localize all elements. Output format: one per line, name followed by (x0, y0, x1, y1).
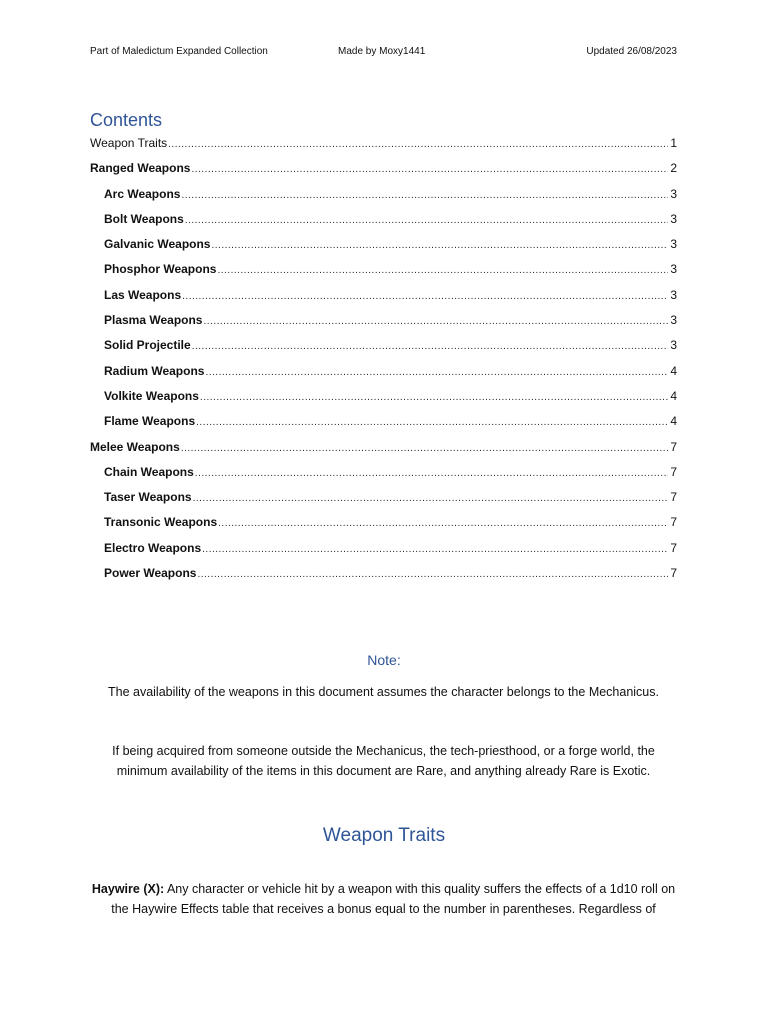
note-title: Note: (367, 652, 401, 668)
toc-entry-page: 7 (670, 540, 677, 555)
toc-entry[interactable] (90, 187, 677, 212)
toc-dot-leader (181, 443, 669, 454)
toc-dot-leader (203, 316, 668, 327)
toc-entry-label: Arc Weapons (104, 186, 181, 201)
toc-dot-leader (195, 468, 669, 479)
toc-dot-leader (191, 164, 668, 175)
toc-entry-label: Solid Projectile (104, 338, 191, 353)
toc-entry-page: 3 (670, 262, 677, 277)
toc-entry-label: Electro Weapons (104, 540, 202, 555)
toc-entry-page: 7 (670, 566, 677, 581)
toc-entry-label: Ranged Weapons (90, 161, 191, 176)
toc-dot-leader (193, 493, 669, 504)
weapon-traits-heading: Weapon Traits (322, 825, 446, 846)
toc-entry-label: Taser Weapons (104, 490, 192, 505)
toc-dot-leader (181, 190, 668, 201)
toc-entry-page: 3 (670, 237, 677, 252)
haywire-description: Any character or vehicle hit by a weapon with this quality suffers the effects of a 1d10 roll on the Haywire Effects table that receives a bonus equal to the number in parentheses. Regardless of (111, 882, 676, 916)
toc-entry[interactable] (90, 414, 677, 439)
toc-entry[interactable] (90, 515, 677, 540)
contents-title: Contents (90, 110, 163, 130)
toc-entry-label: Melee Weapons (90, 439, 180, 454)
toc-entry[interactable] (90, 313, 677, 338)
toc-dot-leader (196, 417, 668, 428)
haywire-trait (90, 879, 677, 919)
toc-dot-leader (185, 215, 669, 226)
toc-dot-leader (218, 518, 668, 529)
toc-entry[interactable] (90, 465, 677, 490)
toc-entry-label: Transonic Weapons (104, 515, 218, 530)
toc-dot-leader (217, 265, 668, 276)
toc-entry-label: Las Weapons (104, 287, 182, 302)
toc-entry-page: 4 (670, 363, 677, 378)
toc-entry-page: 4 (670, 388, 677, 403)
toc-entry-page: 7 (670, 490, 677, 505)
toc-entry[interactable] (90, 262, 677, 287)
toc-entry[interactable] (90, 389, 677, 414)
note-paragraph-1: The availability of the weapons in this document assumes the character belongs to the Mechanicus. (107, 685, 659, 699)
toc-entry-page: 4 (670, 414, 677, 429)
toc-entry[interactable] (90, 136, 677, 161)
toc-entry[interactable] (90, 440, 677, 465)
toc-entry[interactable] (90, 212, 677, 237)
toc-dot-leader (211, 240, 668, 251)
toc-entry-page: 3 (670, 287, 677, 302)
toc-entry-label: Plasma Weapons (104, 313, 203, 328)
toc-dot-leader (192, 341, 669, 352)
header-updated: Updated 26/08/2023 (586, 46, 677, 57)
toc-dot-leader (197, 569, 668, 580)
toc-entry-page: 3 (670, 338, 677, 353)
note-paragraph-2: If being acquired from someone outside the Mechanicus, the tech-priesthood, or a forge world, the minimum availability of the items in this document are Rare, and anything already Rare is Exotic. (112, 744, 655, 778)
haywire-term: Haywire (X): (91, 882, 165, 896)
toc-entry-label: Weapon Traits (90, 136, 168, 150)
toc-entry[interactable] (90, 338, 677, 363)
toc-dot-leader (168, 139, 668, 150)
toc-entry-label: Galvanic Weapons (104, 237, 211, 252)
toc-entry[interactable] (90, 364, 677, 389)
toc-entry-label: Volkite Weapons (104, 388, 199, 403)
header-collection: Part of Maledictum Expanded Collection (90, 46, 268, 57)
table-of-contents (90, 136, 677, 591)
page-header (90, 46, 677, 60)
toc-entry-page: 3 (670, 211, 677, 226)
toc-entry-page: 1 (670, 136, 677, 150)
toc-entry-label: Phosphor Weapons (104, 262, 217, 277)
toc-entry-page: 7 (670, 464, 677, 479)
toc-dot-leader (200, 392, 668, 403)
toc-entry-label: Flame Weapons (104, 414, 196, 429)
toc-entry-label: Bolt Weapons (104, 211, 184, 226)
header-author: Made by Moxy1441 (338, 46, 426, 57)
toc-dot-leader (202, 544, 668, 555)
toc-entry-page: 7 (670, 515, 677, 530)
toc-entry-label: Power Weapons (104, 566, 197, 581)
toc-entry[interactable] (90, 541, 677, 566)
toc-entry-page: 3 (670, 186, 677, 201)
toc-entry-label: Radium Weapons (104, 363, 205, 378)
toc-entry[interactable] (90, 490, 677, 515)
toc-entry[interactable] (90, 161, 677, 186)
toc-entry[interactable] (90, 288, 677, 313)
toc-entry-page: 2 (670, 161, 677, 176)
toc-entry[interactable] (90, 237, 677, 262)
toc-dot-leader (182, 291, 668, 302)
toc-dot-leader (205, 367, 668, 378)
toc-entry-page: 3 (670, 313, 677, 328)
toc-entry-label: Chain Weapons (104, 464, 194, 479)
toc-entry[interactable] (90, 566, 677, 591)
toc-entry-page: 7 (670, 439, 677, 454)
